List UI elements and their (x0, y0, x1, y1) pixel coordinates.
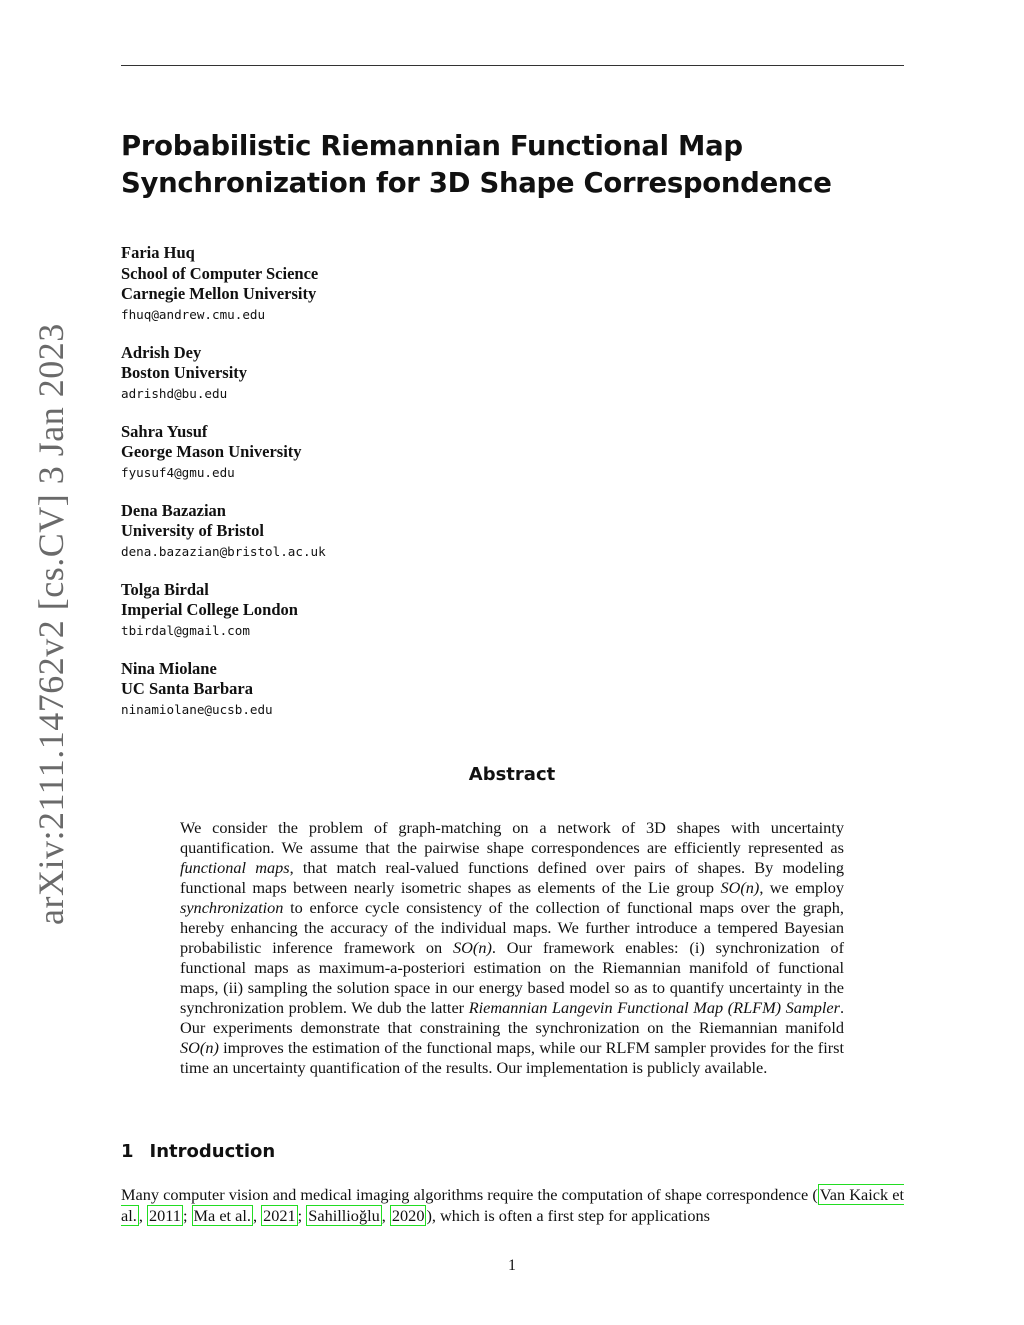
abstract-segment: , we employ (759, 878, 844, 897)
abstract-emphasis: synchronization (180, 898, 284, 917)
author-block (121, 343, 621, 404)
paper-title: Probabilistic Riemannian Functional Map Synchronization for 3D Shape Correspondence (121, 130, 832, 199)
intro-text: , (138, 1205, 147, 1225)
abstract-emphasis: functional maps (180, 858, 290, 877)
author-email: adrishd@bu.edu (121, 385, 228, 401)
author-name: Faria Huq (121, 243, 195, 262)
abstract-segment: , that match real-valued functions defined over pairs of shapes. By modeling functional maps between nearly isometric shapes as elements of the Lie group (180, 858, 845, 897)
abstract-segment: . Our experiments demonstrate that constraining the synchronization on the Riemannian manifold (180, 998, 845, 1037)
section-title: Introduction (149, 1141, 276, 1162)
author-email: ninamiolane@ucsb.edu (121, 701, 273, 717)
intro-text: ; (182, 1205, 192, 1225)
author-email: tbirdal@gmail.com (121, 622, 250, 638)
author-block (121, 501, 621, 562)
citation-link[interactable]: 2011 (148, 1205, 181, 1225)
citation-link[interactable]: Van Kaick et al. (121, 1185, 904, 1225)
author-affiliation: Imperial College London (121, 600, 298, 619)
abstract-segment: We consider the problem of graph-matching on a network of 3D shapes with uncertainty quantification. We assume that the pairwise shape correspondences are efficiently represented as (180, 818, 844, 857)
abstract-math: SO(n) (720, 878, 760, 897)
abstract-segment: . Our framework enables: (i) synchronization of functional maps as maximum-a-posteriori estimation on the Riemannian manifold of functional maps, (ii) sampling the solution space in our energy based model so as to quantify uncertainty in the synchronization problem. We dub the latter (180, 938, 844, 1017)
citation-link[interactable]: 2021 (263, 1205, 296, 1225)
abstract-segment: improves the estimation of the functional maps, while our RLFM sampler provides for the first time an uncertainty quantification of the results. Our implementation is publicly available. (180, 1038, 844, 1077)
author-email: fyusuf4@gmu.edu (121, 464, 235, 480)
author-block (121, 659, 621, 720)
intro-text: Many computer vision and medical imaging algorithms require the computation of shape correspondence ( (121, 1185, 818, 1204)
abstract-text (180, 818, 844, 1078)
page-number: 1 (508, 1257, 516, 1274)
author-name: Adrish Dey (121, 342, 202, 362)
citation-link[interactable]: 2020 (391, 1205, 425, 1225)
author-block (121, 243, 621, 325)
author-block (121, 580, 621, 641)
author-affiliation: Carnegie Mellon University (121, 284, 317, 303)
author-affiliation: George Mason University (121, 442, 302, 461)
section-heading (121, 1141, 275, 1162)
abstract-math: SO(n) (180, 1038, 219, 1057)
abstract-emphasis: Riemannian Langevin Functional Map (RLFM) Sampler (468, 998, 840, 1017)
author-affiliation: UC Santa Barbara (121, 679, 254, 698)
section-number: 1 (121, 1141, 134, 1162)
author-affiliation: School of Computer Science (121, 263, 319, 283)
header-rule (121, 65, 904, 66)
abstract-heading: Abstract (468, 764, 556, 785)
intro-text: ; (297, 1205, 307, 1225)
intro-text: , (252, 1205, 262, 1225)
citation-link[interactable]: Sahillioğlu (308, 1205, 380, 1225)
author-affiliation: University of Bristol (121, 521, 264, 540)
abstract-math: SO(n) (453, 938, 492, 957)
citation-link[interactable]: Ma et al. (193, 1205, 251, 1225)
intro-paragraph (121, 1185, 904, 1226)
author-email: fhuq@andrew.cmu.edu (121, 306, 266, 322)
author-email: dena.bazazian@bristol.ac.uk (121, 543, 326, 559)
abstract-segment: to enforce cycle consistency of the collection of functional maps over the graph, hereby enhancing the accuracy of the individual maps. We further introduce a tempered Bayesian probabilistic inference framework on (180, 898, 844, 957)
author-affiliation: Boston University (121, 363, 248, 382)
author-name: Dena Bazazian (121, 500, 226, 520)
author-name: Sahra Yusuf (121, 421, 208, 441)
author-name: Nina Miolane (121, 658, 217, 678)
author-block (121, 422, 621, 483)
author-list (121, 243, 621, 738)
author-name: Tolga Birdal (121, 579, 209, 599)
arxiv-identifier: arXiv:2111.14762v2 [cs.CV] 3 Jan 2023 (31, 323, 71, 925)
intro-text: ), which is often a first step for applications (426, 1205, 710, 1225)
intro-text: , (381, 1205, 390, 1225)
